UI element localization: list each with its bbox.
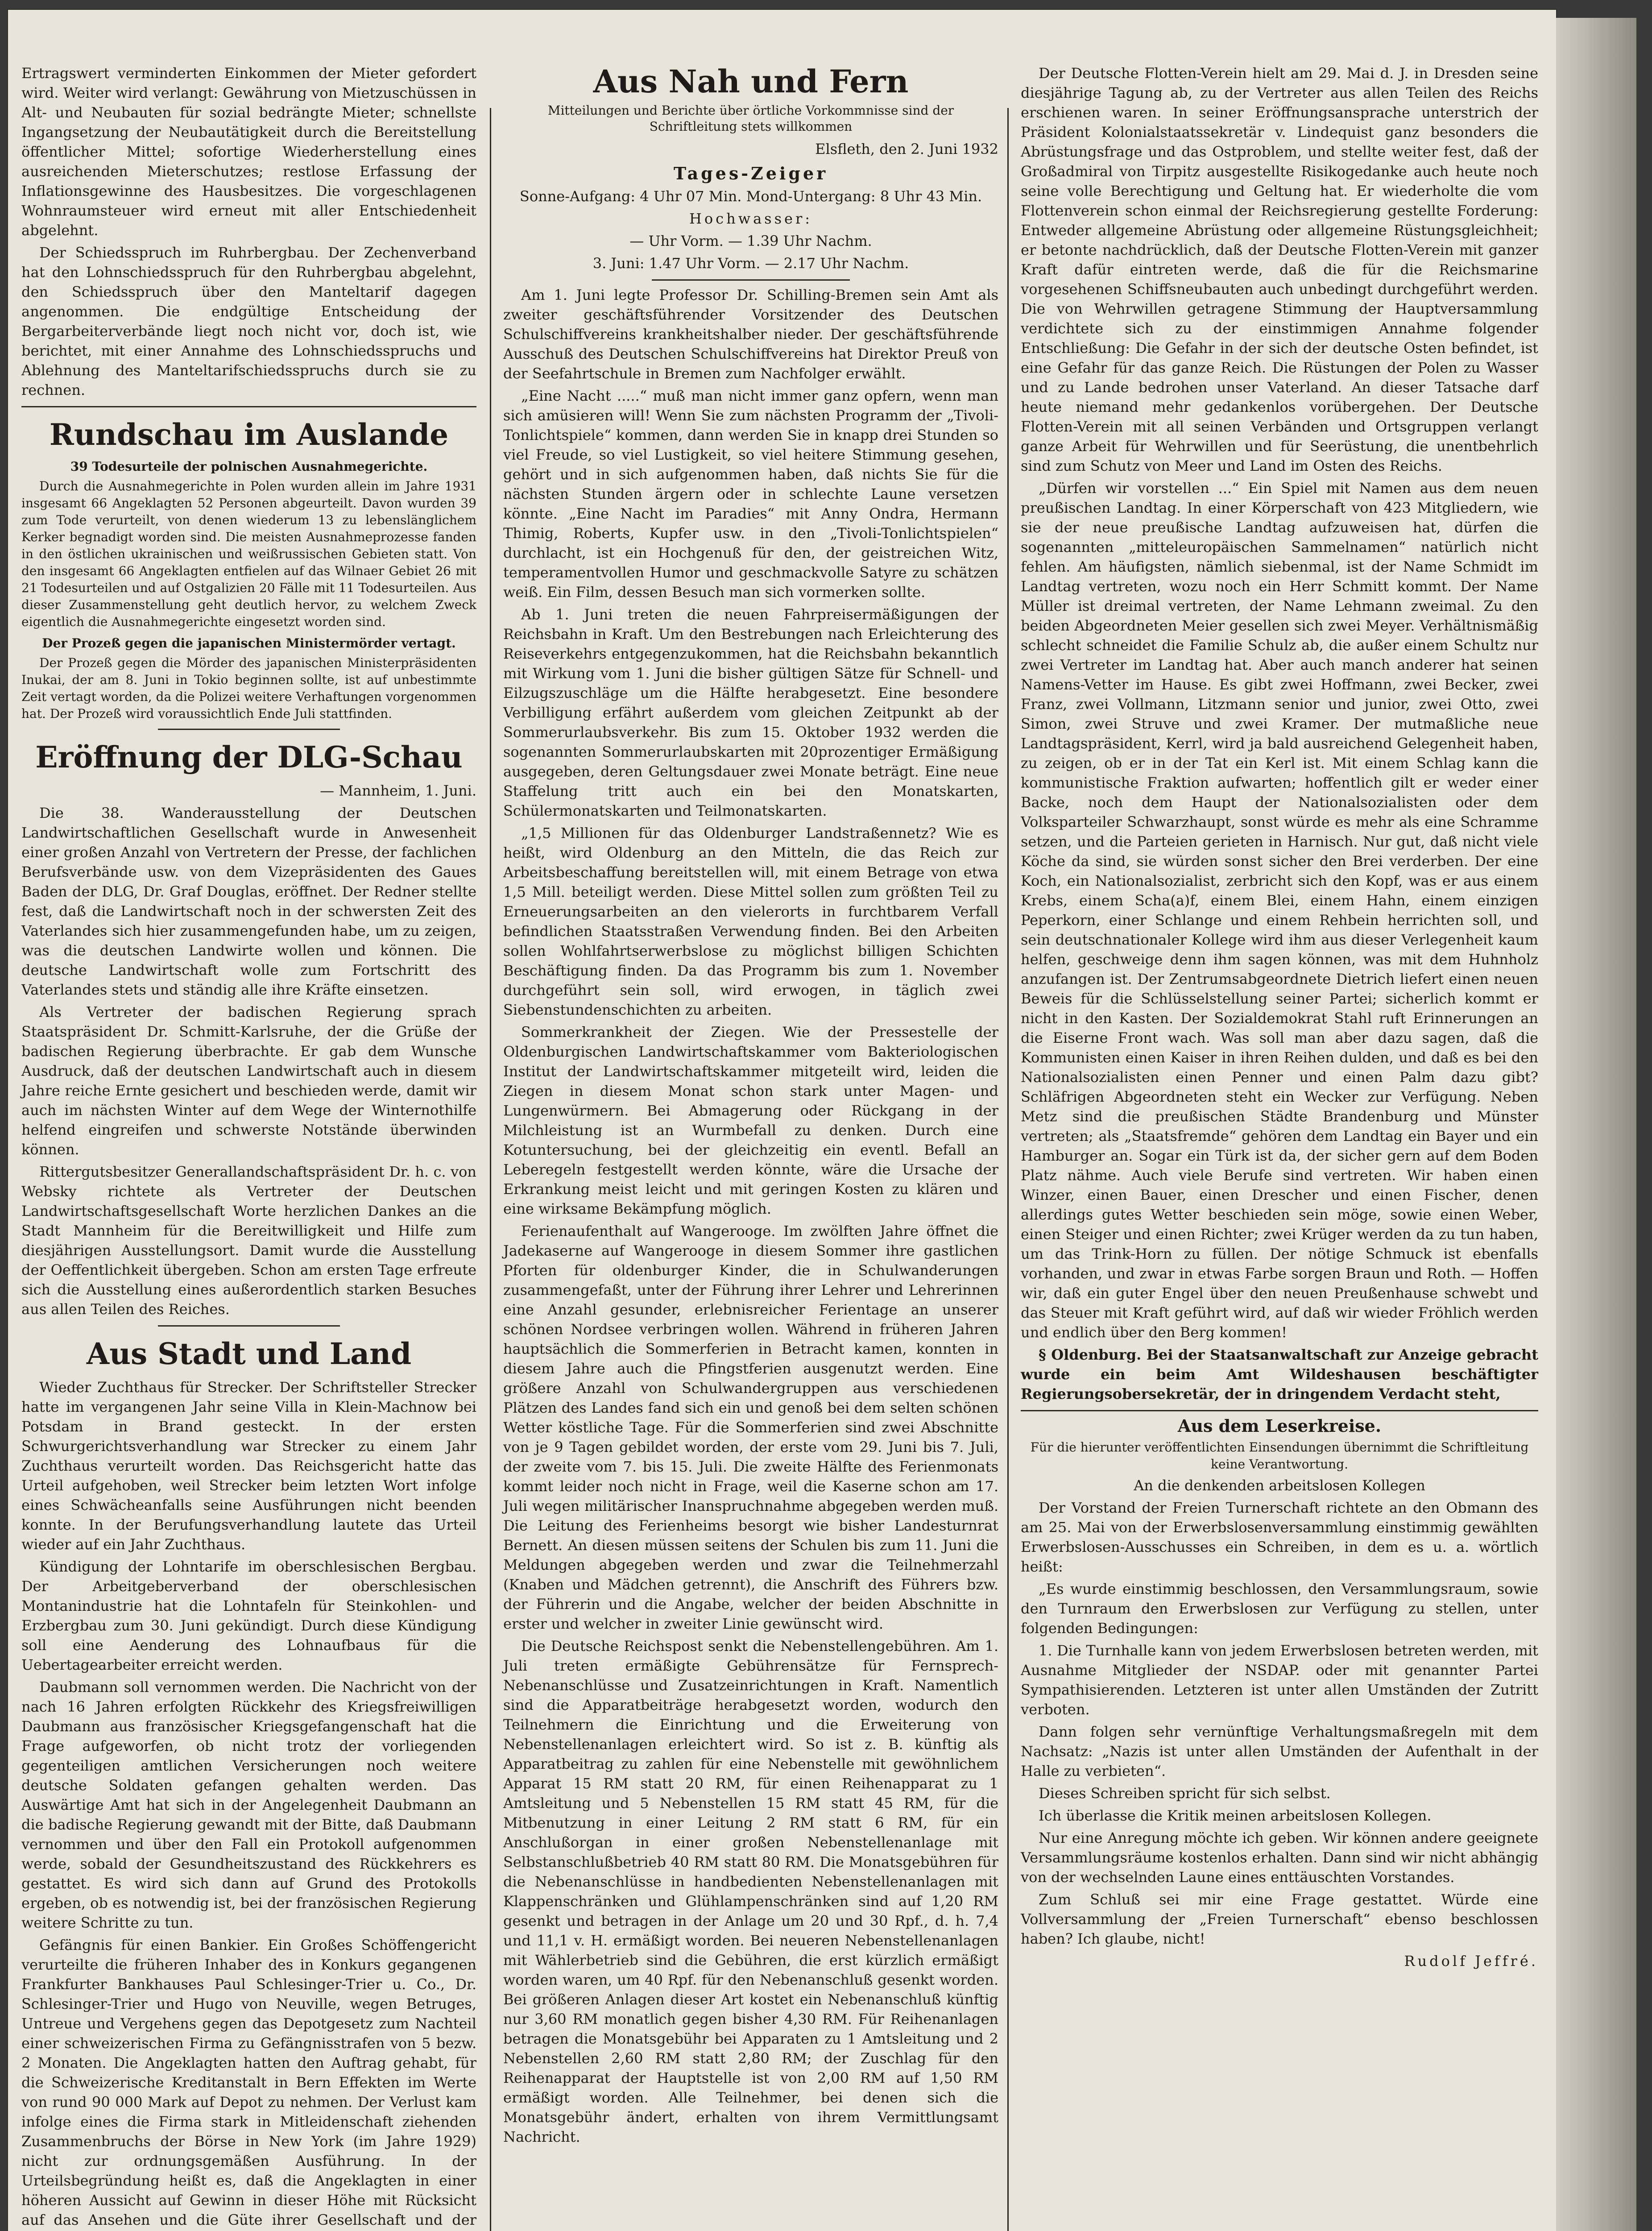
section-heading-dlg: Eröffnung der DLG-Schau: [35, 740, 463, 775]
article-fahrpreis: Ab 1. Juni treten die neuen Fahrpreisermäßigungen der Reichsbahn in Kraft. Um den Bestrebungen nach Erleichterung des Reiseverkehrs entgegenzukommen, hat die Reichsbahn bekanntlich mit Wirkung vom 1. Juni die bisher gültigen Sätze für Schnell- und Eilzugszuschläge um die Hälfte herabgesetzt. Eine besondere Verbilligung erfährt außerdem vom gleichen Zeitpunkt ab der Sommerurlaubsverkehr. Bis zum 15. Oktober 1932 werden die sogenannten Sommerurlaubskarten mit 20prozentiger Ermäßigung ausgegeben, deren Geltungsdauer zwei Monate beträgt. Eine neue Staffelung tritt auch ein bei den Monatskarten, Schülermonatskarten und Teilmonatskarten.: [503, 606, 998, 819]
hochwasser-1: — Uhr Vorm. — 1.39 Uhr Nachm.: [629, 232, 872, 249]
dateline: Elsfleth, den 2. Juni 1932: [815, 141, 998, 158]
article-polen: Durch die Ausnahmegerichte in Polen wurden allein im Jahre 1931 insgesamt 66 Angeklagten 52 Personen abgeurteilt. Davon wurden 39 zum Tode verurteilt, von denen wiederum 13 zu lebenslänglichem Kerker begnadigt worden sind. Die meisten Ausnahmeprozesse fanden in den östlichen ukrainischen und weißrussischen Gebieten statt. Von den insgesamt 66 Angeklagten entfielen auf das Wilnaer Gebiet 26 mit 21 Todesurteilen und auf Ostgalizien 20 Fälle mit 11 Todesurteilen. Aus dieser Zusammenstellung geht deutlich hervor, zu welchem Zweck eigentlich die Ausnahmegerichte eingesetzt worden sind.: [21, 479, 476, 629]
heading-tages-zeiger: Tages-Zeiger: [673, 163, 828, 183]
leser-text-8: Zum Schluß sei mir eine Frage gestattet. Würde eine Vollversammlung der „Freien Turnerschaft“ ebenso beschlossen haben? Ich glaube, nicht!: [1021, 1891, 1538, 1947]
column-rule: [490, 108, 491, 2231]
article-strecker: Wieder Zuchthaus für Strecker. Der Schriftsteller Strecker hatte im vergangenen Jahr seine Villa in Klein-Machnow bei Potsdam in Brand gesteckt. In der ersten Schwurgerichtsverhandlung war Strecker zu einem Jahr Zuchthaus verurteilt worden. Das Reichsgericht hatte das Urteil aufgehoben, weil Strecker beim letzten Wort infolge eines Schwächeanfalls seine Ausführungen nicht beenden konnte. In der Berufungsverhandlung lautete das Urteil wieder auf ein Jahr Zuchthaus.: [21, 1379, 476, 1553]
newspaper-page: [8, 10, 1556, 2231]
section-subheading: Mitteilungen und Berichte über örtliche Vorkommnisse sind der Schriftleitung stets willkommen: [547, 103, 954, 134]
article-millionen: „1,5 Millionen für das Oldenburger Landstraßennetz? Wie es heißt, wird Oldenburg an den Mitteln, die das Reich zur Arbeitsbeschaffung bereitstellen will, mit einem Betrage von etwa 1,5 Mill. beteiligt werden. Diese Mittel sollen zum größten Teil zu Erneuerungsarbeiten an den vielerorts in furchtbarem Verfall befindlichen Staatsstraßen Verwendung finden. Bei den Arbeiten sollen Wohlfahrtserwerbslose zu möglichst billigen Schichten Beschäftigung finden. Da das Programm bis zum 1. November durchgeführt sein soll, wird erwogen, in täglich zwei Siebenstundenschichten zu arbeiten.: [503, 825, 998, 1018]
page-edge: [1556, 18, 1636, 2231]
heading-leserkreise: Aus dem Leserkreise.: [1177, 1416, 1382, 1436]
article-reichspost: Die Deutsche Reichspost senkt die Nebenstellengebühren. Am 1. Juli treten ermäßigte Gebührensätze für Fernsprech-Nebenanschlüsse und Zusatzeinrichtungen in Kraft. Namentlich sind die Apparatbeiträge herabgesetzt worden, wodurch den Teilnehmern die Einrichtung und die Erweiterung von Nebenstellenanlagen erleichtert wird. So ist z. B. künftig als Apparatbeitrag zu zahlen für eine Nebenstelle mit gewöhnlichem Apparat 15 RM statt 20 RM, für einen Reihenapparat zu 1 Amtsleitung und 5 Nebenstellen 15 RM statt 45 RM, für die Mitbenutzung in einer Leitung 2 RM statt 6 RM, für ein Anschlußorgan in einer großen Nebenstellenanlage mit Selbstanschlußbetrieb 40 RM statt 80 RM. Die Monatsgebühren für die Nebenanschlüsse in handbedienten Nebenstellenanlagen mit Klappenschränken und Glühlampenschränken sind auf 1,20 RM gesenkt und betragen in der Anlage um 20 und 30 Rpf., d. h. 7,4 und 11,1 v. H. ermäßigt worden. Bei neueren Nebenstellenanlagen mit Wählerbetrieb sind die Gebühren, die erst kürzlich ermäßigt worden waren, um 40 Rpf. für den Nebenanschluß gesenkt worden. Bei größeren Anlagen dieser Art kostet ein Nebenanschluß künftig nur 3,60 RM monatlich gegen bisher 4,30 RM. Für Reihenanlagen betragen die Monatsgebühr bei Apparaten zu 1 Amtsleitung und 2 Nebenstellen 2,60 RM statt 2,80 RM; der Zuschlag für den Reihenapparat der Hauptstelle ist von 2,00 RM auf 1,50 RM ermäßigt worden. Alle Teilnehmer, bei denen sich die Monatsgebühr ändert, erhalten von ihrem Vermittlungsamt Nachricht.: [503, 1638, 998, 2145]
divider: [1021, 1410, 1538, 1411]
column-rule: [1007, 108, 1009, 2231]
article-text: Ertragswert verminderten Einkommen der Mieter gefordert wird. Weiter wird verlangt: Gewährung von Mietzuschüssen in Alt- und Neubauten für sozial bedrängte Mieter; schnellste Ingangsetzung der Neubautätigkeit durch die Bereitstellung öffentlicher Mittel; sofortige Wiederherstellung eines ausreichenden Mieterschutzes; restlose Erfassung der Inflationsgewinne des Hausbesitzes. Die vorgeschlagenen Wohnraumsteuer wird erneut mit aller Entschiedenheit abgelehnt.: [21, 65, 476, 239]
column-middle: [503, 63, 998, 2149]
column-left: [21, 63, 476, 2231]
hochwasser-label: Hochwasser:: [689, 210, 813, 227]
leser-text-6: Ich überlasse die Kritik meinen arbeitslosen Kollegen.: [1039, 1807, 1432, 1824]
section-heading-stadt: Aus Stadt und Land: [86, 1336, 412, 1371]
article-dlg-2: Als Vertreter der badischen Regierung sprach Staatspräsident Dr. Schmitt-Karlsruhe, der die Grüße der badischen Regierung überbrachte. Er gab dem Wunsche Ausdruck, daß der deutschen Landwirtschaft auch in diesem Jahre reiche Ernte gesichert und beschieden werde, damit wir auch im nächsten Winter auf dem Wege der Winternothilfe helfend eingreifen und schwerste Notstände überwinden können.: [21, 1004, 476, 1158]
leser-text-5: Dieses Schreiben spricht für sich selbst.: [1039, 1785, 1331, 1802]
article-bankier: Gefängnis für einen Bankier. Ein Großes Schöffengericht verurteilte die früheren Inhaber des in Konkurs gegangenen Frankfurter Bankhauses Paul Schlesinger-Trier u. Co., Dr. Schlesinger-Trier und Hugo von Neuville, wegen Betruges, Untreue und Vergehens gegen das Depotgesetz zum Nachteil einer schweizerischen Firma zu Gefängnisstrafen von 5 bezw. 2 Monaten. Die Angeklagten hatten den Auftrag gehabt, für die Schweizerische Kreditanstalt in Bern Effekten im Werte von rund 90 000 Mark auf Depot zu nehmen. Der Verlust kam infolge eines die Firma stark in Mitleidenschaft ziehenden Zusammenbruchs der Börse in New York (im Jahre 1929) nicht zur ordnungsgemäßen Ausführung. In der Urteilsbegründung heißt es, daß die Angeklagten in einer höheren Aussicht auf Gewinn in dieser Höhe mit Rücksicht auf das Ansehen und die Güte ihrer Gesellschaft und der: [21, 1937, 476, 2228]
article-ziegen: Sommerkrankheit der Ziegen. Wie der Pressestelle der Oldenburgischen Landwirtschaftskammer vom Bakteriologischen Institut der Landwirtschaftskammer mitgeteilt wird, leiden die Ziegen in diesem Monat schon stark unter Magen- und Lungenwürmern. Bei Abmagerung oder Rückgang in der Milchleistung ist an Wurmbefall zu denken. Durch eine Kotuntersuchung, bei der gleichzeitig ein eventl. Befall an Leberegeln festgestellt werden könnte, wäre die Ursache der Erkrankung meist leicht und mit geringen Kosten zu klären und eine wirksame Bekämpfung möglich.: [503, 1024, 998, 1217]
article-lohntarife: Kündigung der Lohntarife im oberschlesischen Bergbau. Der Arbeitgeberverband der oberschlesischen Montanindustrie hat die Lohntafeln für Steinkohlen- und Erzbergbau zum 30. Juni gekündigt. Durch diese Kündigung soll eine Aenderung des Lohnaufbaus für die Uebertagearbeiter erreicht werden.: [21, 1558, 476, 1673]
leser-text-3: 1. Die Turnhalle kann von jedem Erwerbslosen betreten werden, mit Ausnahme Mitglieder der NSDAP. oder mit genannter Partei Sympathisierenden. Letzteren ist unter allen Umständen der Zutritt verboten.: [1021, 1642, 1538, 1718]
column-right: [1021, 63, 1538, 1974]
article-flotten: Der Deutsche Flotten-Verein hielt am 29. Mai d. J. in Dresden seine diesjährige Tagung ab, zu der Vertreter aus allen Teilen des Reichs erschienen waren. In seiner Eröffnungsansprache unterstrich der Präsident Kolonialstaatssekretär v. Lindequist ganz besonders die Abrüstungsfrage und das Ostproblem, und stellte weiter fest, daß der Großadmiral von Tirpitz ausgestellte Risikogedanke auch heute noch seine volle Berechtigung und Geltung hat. Er wiederholte die vom Flottenverein schon einmal der Reichsregierung gestellte Forderung: Entweder allgemeine Abrüstung oder allgemeine Rüstungsgleichheit; er betonte nachdrücklich, daß der Deutsche Flotten-Verein mit ganzer Kraft dafür eintreten werde, daß die für die Reichsmarine vorgesehenen Schiffsneubauten auch unbedingt durchgeführt werden. Die von Wehrwillen getragene Stimmung der Hauptversammlung verdichtete sich zu der einstimmigen Annahme folgender Entschließung: Die Gefahr in der sich der deutsche Osten befindet, ist eine Gefahr für das ganze Reich. Die Rüstungen der Polen zu Wasser und zu Lande bedrohen unser Vaterland. An dieser Tatsache darf heute niemand mehr gedankenlos vorübergehen. Der Deutsche Flotten-Verein mit all seinen Verbänden und Ortsgruppen verlangt ganze Arbeit für Wehrwillen und für Seerüstung, die unentbehrlich sind zum Schutz von Meer und Land im Osten des Reichs.: [1021, 65, 1538, 474]
leser-text-4: Dann folgen sehr vernünftige Verhaltungsmaßregeln mit dem Nachsatz: „Nazis ist unter allen Umständen der Aufenthalt in der Halle zu verbieten“.: [1021, 1723, 1538, 1779]
subheading-polen: 39 Todesurteile der polnischen Ausnahmegerichte.: [70, 459, 428, 474]
article-ruhr: Der Schiedsspruch im Ruhrbergbau. Der Zechenverband hat den Lohnschiedsspruch für den Ruhrbergbau abgelehnt, den Schiedsspruch über den Manteltarif dagegen angenommen. Die endgültige Entscheidung der Bergarbeiterverbände liegt noch nicht vor, doch ist, wie berichtet, mit einer Annahme des Lohnschiedsspruchs und Ablehnung des Manteltarifschiedsspruchs durch sie zu rechnen.: [21, 244, 476, 398]
signature: Rudolf Jeffré.: [1404, 1953, 1538, 1970]
divider: [158, 1325, 340, 1327]
article-japan: Der Prozeß gegen die Mörder des japanischen Ministerpräsidenten Inukai, der am 8. Juni in Tokio beginnen sollte, ist auf unbestimmte Zeit vertagt worden, da die Polizei weitere Verhaftungen vorgenommen hat. Der Prozeß wird voraussichtlich Ende Juli stattfinden.: [21, 655, 476, 721]
article-dlg-1: Die 38. Wanderausstellung der Deutschen Landwirtschaftlichen Gesellschaft wurde in Anwesenheit einer großen Anzahl von Vertretern der Presse, der fachlichen Berufsverbände usw. von dem Vizepräsidenten des Gaues Baden der DLG, Dr. Graf Douglas, eröffnet. Der Redner stellte fest, daß die Landwirtschaft noch in der schwersten Zeit des Vaterlandes sich hier zusammengefunden habe, um zu zeigen, was die deutschen Landwirte wollen und können. Die deutsche Landwirtschaft wolle zum Fortschritt des Vaterlandes stets und ständig alle ihre Kräfte einsetzen.: [21, 804, 476, 998]
article-dlg-3: Rittergutsbesitzer Generallandschaftspräsident Dr. h. c. von Websky richtete als Vertreter der Deutschen Landwirtschaftsgesellschaft Worte herzlichen Dankes an die Stadt Mannheim für die Bereitwilligkeit und Hilfe zum diesjährigen Ausstellungsort. Damit wurde die Ausstellung der Oeffentlichkeit übergeben. Schon am ersten Tage erfreute sich die Ausstellung eines außerordentlich starken Besuches aus allen Teilen des Reiches.: [21, 1163, 476, 1318]
divider: [158, 729, 340, 730]
section-heading-nah-fern: Aus Nah und Fern: [593, 63, 909, 100]
leser-title: An die denkenden arbeitslosen Kollegen: [1134, 1477, 1425, 1494]
hochwasser-2: 3. Juni: 1.47 Uhr Vorm. — 2.17 Uhr Nachm.: [592, 255, 909, 272]
leser-text-2: „Es wurde einstimmig beschlossen, den Versammlungsraum, sowie den Turnraum den Erwerbslosen zur Verfügung zu stellen, unter folgenden Bedingungen:: [1021, 1580, 1538, 1637]
sun-times: Sonne-Aufgang: 4 Uhr 07 Min. Mond-Untergang: 8 Uhr 43 Min.: [519, 188, 982, 205]
leser-text-7: Nur eine Anregung möchte ich geben. Wir können andere geeignete Versammlungsräume kostenlos erhalten. Dann sind wir nicht abhängig von der wechselnden Laune eines enttäuschten Vorstandes.: [1021, 1829, 1538, 1886]
article-duerfen: „Dürfen wir vorstellen ...“ Ein Spiel mit Namen aus dem neuen preußischen Landtag. In einer Körperschaft von 423 Mitgliedern, wie sie der neue preußische Landtag aufzuweisen hat, dürfen die sogenannten „mitteleuropäischen Sammelnamen“ natürlich nicht fehlen. Am häufigsten, nämlich siebenmal, ist der Name Schmidt im Landtag vertreten, wozu noch ein Herr Schmitt kommt. Der Name Müller ist dreimal vertreten, der Name Lehmann zweimal. Zu den beiden Abgeordneten Meier gesellen sich zwei Meyer. Verhältnismäßig schlecht schneidet die Familie Schulz ab, die außer einem Schultz nur zwei Vertreter im Landtag hat. Aber auch manch anderer hat seinen Namens-Vetter im Hause. Es gibt zwei Hoffmann, zwei Becker, zwei Franz, zwei Vollmann, Litzmann senior und junior, zwei Otto, zwei Simon, zwei Struve und zwei Kramer. Der mutmaßliche neue Landtagspräsident, Kerrl, wird ja bald ausreichend Gelegenheit haben, zu zeigen, ob er in der Tat ein Kerl ist. Mit einem Schlag kann die kommunistische Fraktion aufwarten; hoffentlich gilt er weder einer Backe, noch dem Haupt der Nationalsozialisten oder dem Volksparteiler Schwarzhaupt, sonst würde es mehr als eine Schramme setzen, und die Parteien gerieten in Harnisch. Nur gut, daß nicht viele Köche da sind, sie würden sonst sicher den Brei verderben. Der eine Koch, ein Nationalsozialist, zerbricht sich den Kopf, was er aus einem Krebs, einem Scha(a)f, einem Blei, einem Hahn, einem einzigen Peperkorn, einer Schlange und einem Rehbein herrichten soll, und sein deutschnationaler Kollege wird ihm aus dieser Verlegenheit kaum helfen, geschweige denn ihm sagen können, was mit dem Huhnholz anzufangen ist. Der Zentrumsabgeordnete Dietrich liefert einen neuen Beweis für die Schlüsselstellung seiner Partei; sicherlich kommt er nicht in den Kasten. Der Sozialdemokrat Stahl ruft Erinnerungen an die Eiserne Front wach. Was soll man aber dazu sagen, daß die Kommunisten einen Kaiser in ihren Reihen dulden, und daß es bei den Nationalsozialisten einen Penner und einen Palm dazu gibt? Schläfrigen Abgeordneten steht ein Wecker zur Verfügung. Neben Metz sind die preußischen Städte Brandenburg und Münster vertreten; als „Staatsfremde“ gehören dem Landtag ein Bayer und ein Hamburger an. Sogar ein Türk ist da, der sicher gern auf dem Boden Platz nähme. Auch viele Berufe sind vertreten. Wir haben einen Winzer, einen Bauer, einen Drescher und einen Fischer, denen allerdings gutes Wetter beschieden sein möge, sowie einen Weber, einen Steiger und einen Richter; zwei Krüger werden da zu tun haben, um das Trink-Horn zu füllen. Der nötige Schmuck ist ebenfalls vorhanden, und zwar in etwas Farbe sorgen Braun und Roth. — Hoffen wir, daß ein guter Engel über den neuen Preußenhause schwebt und das Steuer mit Kraft geführt wird, auf daß wir wieder Fröhlich werden und endlich über den Berg kommen!: [1021, 480, 1538, 1341]
leser-note: Für die hierunter veröffentlichten Einsendungen übernimmt die Schriftleitung keine Verantwortung.: [1030, 1440, 1529, 1472]
article-ferien: Ferienaufenthalt auf Wangerooge. Im zwölften Jahre öffnet die Jadekaserne auf Wangerooge in diesem Sommer ihre gastlichen Pforten für oldenburger Kinder, die in Schulwanderungen zusammengefaßt, unter der Führung ihrer Lehrer und Lehrerinnen eine Anzahl gesunder, erlebnisreicher Ferientage an unserer schönen Nordsee verbringen wollen. Während in früheren Jahren hauptsächlich die Sommerferien in Betracht kamen, konnten in diesem Jahre auch die Pfingstferien ausgenutzt werden. Eine größere Anzahl von Schulwandergruppen aus verschiedenen Plätzen des Landes fand sich ein und genoß bei dem selten schönen Wetter köstliche Tage. Für die Sommerferien sind zwei Abschnitte von je 9 Tagen gebildet worden, der erste vom 29. Juni bis 7. Juli, der zweite vom 7. bis 15. Juli. Die zweite Hälfte des Ferienmonats kommt leider noch nicht in Frage, weil die Kaserne schon am 17. Juli wegen militärischer Inanspruchnahme abgegeben werden muß. Die Leitung des Ferienheims besorgt wie bisher Landesturnrat Bernett. An diesen müssen seitens der Schulen bis zum 11. Juni die Meldungen abgegeben werden und zwar die Teilnehmerzahl (Knaben und Mädchen getrennt), die Anschrift des Führers bzw. der Führerin und die Angabe, welcher der beiden Abschnitte in erster und welcher in zweiter Linie gewünscht wird.: [503, 1223, 998, 1632]
leser-text-1: Der Vorstand der Freien Turnerschaft richtete an den Obmann des am 25. Mai von der Erwerbslosenversammlung einstimmig gewählten Erwerbslosen-Ausschusses ein Schreiben, in dem es u. a. wörtlich heißt:: [1021, 1499, 1538, 1575]
dateline-dlg: — Mannheim, 1. Juni.: [320, 782, 476, 799]
divider: [21, 406, 476, 407]
divider: [652, 279, 850, 281]
section-heading-ausland: Rundschau im Auslande: [49, 417, 449, 452]
article-nacht: „Eine Nacht .....“ muß man nicht immer ganz opfern, wenn man sich amüsieren will! Wenn Sie zum nächsten Programm der „Tivoli-Tonlichtspiele“ kommen, dann werden Sie in knapp drei Stunden so viel Freude, so viel Lustigkeit, so viel heitere Stimmung gesehen, gehört und in sich aufgenommen haben, daß nichts Sie für die nächsten Stunden ärgern oder in schlechte Laune versetzen könnte. „Eine Nacht im Paradies“ mit Anny Ondra, Hermann Thimig, Roberts, Kupfer usw. in den „Tivoli-Tonlichtspielen“ durchlacht, ist ein Hochgenuß für den, der geistreichen Witz, temperamentvollen Humor und geschmackvolle Satyre zu schätzen weiß. Ein Film, dessen Besuch man sich vormerken sollte.: [503, 387, 998, 601]
article-daubmann: Daubmann soll vernommen werden. Die Nachricht von der nach 16 Jahren erfolgten Rückkehr des Kriegsfreiwilligen Daubmann aus französischer Kriegsgefangenschaft hat die Frage aufgeworfen, ob nicht trotz der vorliegenden gegenteiligen amtlichen Versicherungen noch weitere deutsche Soldaten gefangen gehalten werden. Das Auswärtige Amt hat sich in der Angelegenheit Daubmann an die badische Regierung gewandt mit der Bitte, daß Daubmann vernommen und über den Fall ein Protokoll aufgenommen werde, sobald der Gesundheitszustand des Rückkehrers es gestattet. Es wird sich dann auf Grund des Protokolls ergeben, ob es notwendig ist, bei der französischen Regierung weitere Schritte zu tun.: [21, 1679, 476, 1931]
subheading-japan: Der Prozeß gegen die japanischen Ministermörder vertagt.: [42, 636, 456, 651]
article-schilling: Am 1. Juni legte Professor Dr. Schilling-Bremen sein Amt als zweiter geschäftsführender Vorsitzender des Deutschen Schulschiffvereins krankheitshalber nieder. Der geschäftsführende Ausschuß des Deutschen Schulschiffvereins hat Direktor Preuß von der Seefahrtschule in Bremen zum Nachfolger erwählt.: [503, 286, 998, 382]
article-oldenburg: § Oldenburg. Bei der Staatsanwaltschaft zur Anzeige gebracht wurde ein beim Amt Wildeshausen beschäftigter Regierungsobersekretär, der in dringendem Verdacht steht,: [1021, 1346, 1538, 1402]
